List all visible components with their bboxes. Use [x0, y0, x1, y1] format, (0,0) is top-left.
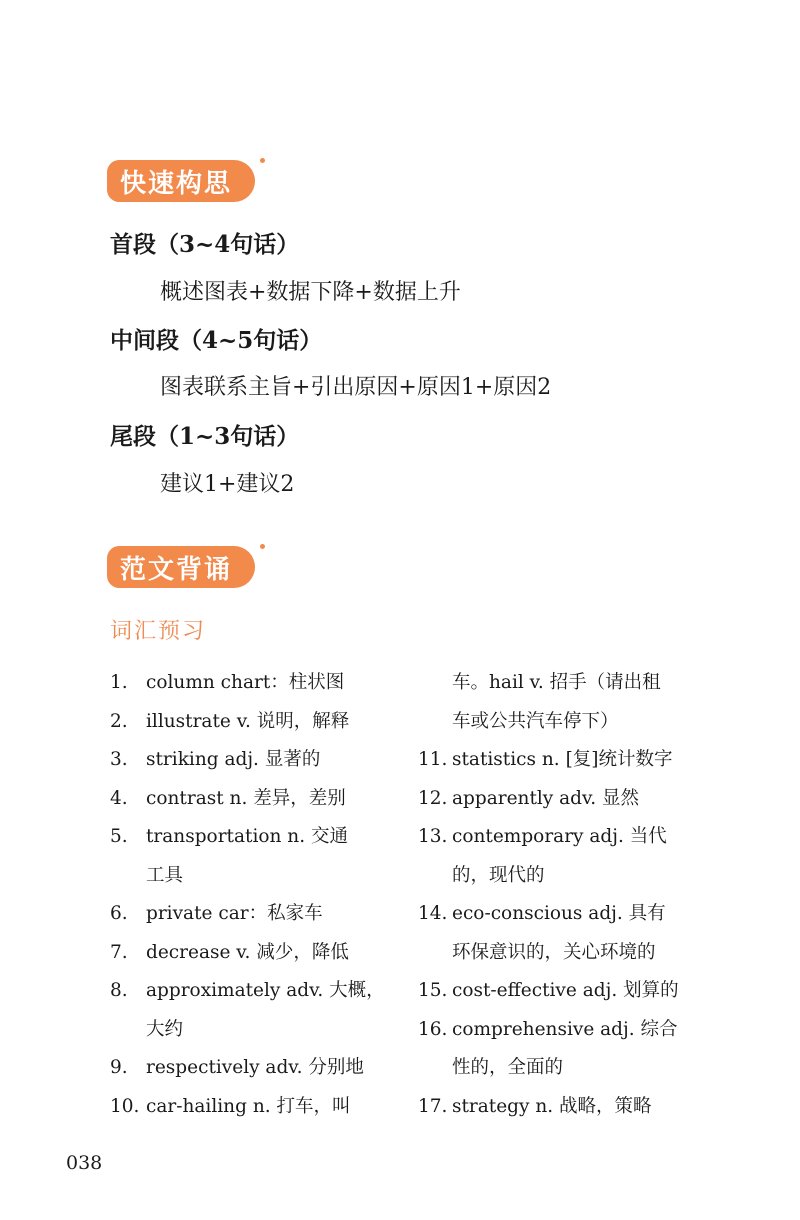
vocab-item-number: 17. — [418, 1095, 448, 1117]
vocab-item-number: 1. — [110, 672, 128, 693]
paragraph-detail-first: 概述图表+数据下降+数据上升 — [160, 280, 461, 305]
vocab-item-number: 7. — [110, 941, 128, 963]
paragraph-detail-last: 建议1+建议2 — [160, 472, 295, 497]
vocab-item-text: eco-conscious adj. 具有 — [452, 903, 666, 924]
vocab-item-number: 10. — [110, 1095, 140, 1117]
vocab-item-line — [110, 741, 390, 780]
vocab-item-number: 5. — [110, 826, 128, 847]
vocab-item-number: 9. — [110, 1057, 128, 1078]
badge-dot — [260, 544, 265, 549]
paragraph-heading-first: 首段（3~4句话） — [110, 231, 300, 258]
vocab-item-text: 车或公共汽车停下） — [452, 710, 619, 732]
vocab-item-line — [110, 972, 390, 1011]
vocab-item-text: apparently adv. 显然 — [452, 787, 640, 809]
vocab-item-number: 2. — [110, 710, 128, 732]
vocab-item-line — [110, 703, 390, 742]
vocab-item-line — [110, 1088, 390, 1127]
vocab-item-line — [418, 857, 708, 896]
vocab-item-line — [418, 664, 708, 703]
vocab-item-line — [418, 818, 708, 857]
vocab-item-line — [418, 780, 708, 819]
vocab-item-text: 环保意识的，关心环境的 — [452, 941, 656, 963]
page-number: 038 — [66, 1152, 103, 1174]
vocab-item-text: statistics n. [复]统计数字 — [452, 749, 673, 770]
vocab-item-number: 6. — [110, 903, 128, 924]
vocab-item-text: cost-effective adj. 划算的 — [452, 980, 679, 1001]
vocab-list-left — [110, 664, 390, 1126]
vocab-item-text: strategy n. 战略，策略 — [452, 1095, 652, 1117]
vocab-item-text: 工具 — [146, 864, 184, 886]
vocab-item-line — [110, 934, 390, 973]
paragraph-heading-last: 尾段（1~3句话） — [110, 423, 300, 450]
vocab-item-line — [110, 1049, 390, 1088]
vocab-item-line — [418, 1049, 708, 1088]
vocab-item-number: 13. — [418, 826, 448, 847]
vocab-item-line — [110, 818, 390, 857]
section-badge-quick-outline: 快速构思 — [107, 160, 255, 202]
vocab-item-line — [418, 934, 708, 973]
vocab-item-number: 8. — [110, 980, 128, 1001]
vocab-item-text: car-hailing n. 打车，叫 — [146, 1095, 351, 1117]
vocab-item-text: transportation n. 交通 — [146, 826, 348, 847]
vocab-item-number: 15. — [418, 980, 448, 1001]
vocab-item-number: 16. — [418, 1018, 448, 1040]
vocab-item-text: 性的，全面的 — [452, 1057, 564, 1078]
vocab-item-line — [418, 1011, 708, 1050]
vocab-item-text: private car：私家车 — [146, 903, 323, 924]
vocab-item-line — [110, 895, 390, 934]
vocab-item-line — [418, 895, 708, 934]
vocab-subtitle: 词汇预习 — [110, 619, 207, 644]
vocab-item-line — [110, 780, 390, 819]
vocab-item-text: striking adj. 显著的 — [146, 749, 321, 770]
vocab-item-text: comprehensive adj. 综合 — [452, 1018, 678, 1040]
vocab-item-text: column chart：柱状图 — [146, 672, 345, 693]
paragraph-heading-middle: 中间段（4~5句话） — [110, 327, 323, 354]
section-badge-model-essay: 范文背诵 — [107, 546, 255, 588]
paragraph-detail-middle: 图表联系主旨+引出原因+原因1+原因2 — [160, 375, 552, 400]
vocab-item-text: 的，现代的 — [452, 864, 545, 886]
vocab-item-line — [418, 972, 708, 1011]
vocab-item-text: contemporary adj. 当代 — [452, 826, 667, 847]
vocab-item-line — [110, 857, 390, 896]
vocab-item-text: decrease v. 减少，降低 — [146, 941, 349, 963]
vocab-item-text: respectively adv. 分别地 — [146, 1057, 364, 1078]
vocab-item-text: 大约 — [146, 1018, 184, 1040]
vocab-item-number: 11. — [418, 749, 448, 770]
vocab-list-right — [418, 664, 708, 1126]
vocab-item-number: 4. — [110, 787, 128, 809]
vocab-item-text: approximately adv. 大概， — [146, 980, 385, 1001]
vocab-item-text: illustrate v. 说明，解释 — [146, 710, 350, 732]
vocab-item-line — [418, 1088, 708, 1127]
vocab-item-line — [110, 664, 390, 703]
vocab-item-number: 3. — [110, 749, 128, 770]
vocab-item-line — [418, 703, 708, 742]
vocab-item-line — [110, 1011, 390, 1050]
vocab-item-number: 12. — [418, 787, 448, 809]
vocab-item-number: 14. — [418, 903, 448, 924]
vocab-item-text: contrast n. 差异，差别 — [146, 787, 346, 809]
vocab-item-text: 车。hail v. 招手（请出租 — [452, 672, 661, 693]
badge-dot — [260, 158, 265, 163]
vocab-item-line — [418, 741, 708, 780]
